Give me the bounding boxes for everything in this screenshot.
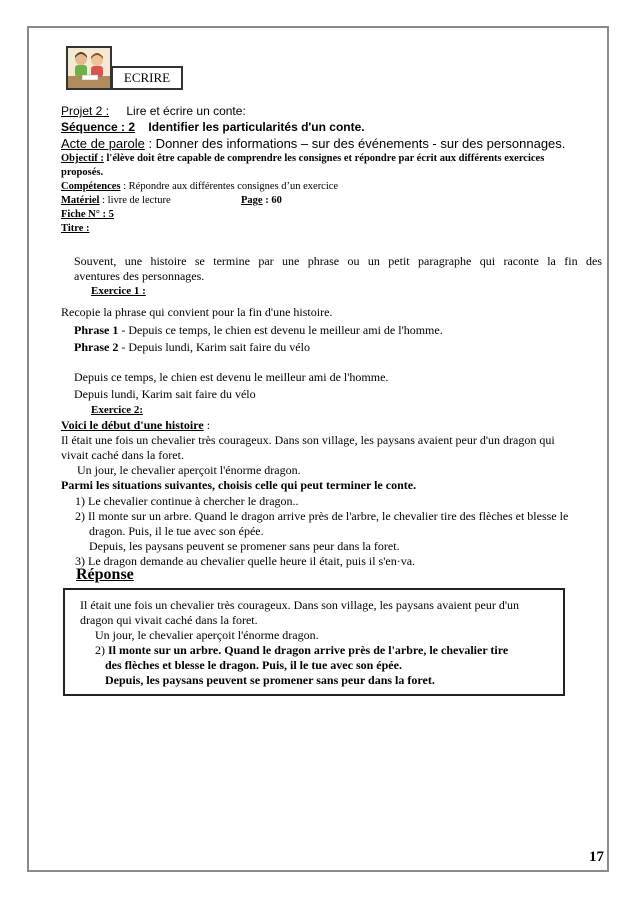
sequence-label: Séquence : 2 [61, 120, 136, 134]
exercice1-heading: Exercice 1 : [91, 285, 146, 297]
objectif-line [61, 153, 544, 164]
option-1: 1) Le chevalier continue à chercher le dragon.. [75, 494, 299, 508]
competences-value: : Répondre aux différentes consignes d’un exercice [120, 181, 339, 192]
reponse-line-5: des flèches et blesse le dragon. Puis, il le tue avec son épée. [105, 658, 402, 672]
acte-line [61, 136, 565, 151]
acte-label: Acte de parole [61, 136, 145, 151]
competences-label: Compétences [61, 181, 121, 192]
phrase2-text: - Depuis lundi, Karim sait faire du vélo [118, 340, 310, 354]
reponse-line-6: Depuis, les paysans peuvent se promener sans peur dans la foret. [105, 673, 435, 687]
story-line-1: Il était une fois un chevalier très courageux. Dans son village, les paysans avaient peur d'un dragon qui [61, 433, 555, 447]
exercice1-answer-2: Depuis lundi, Karim sait faire du vélo [74, 387, 256, 401]
projet-label: Projet 2 : [61, 104, 110, 118]
objectif-value: l'élève doit être capable de comprendre les consignes et répondre par écrit aux différents exercices [103, 153, 545, 164]
acte-value: : Donner des informations – sur des événements - sur des personnages. [144, 136, 566, 151]
projet-value: Lire et écrire un conte: [126, 104, 246, 118]
objectif-continuation: proposés. [61, 167, 104, 178]
competences-line [61, 181, 338, 192]
phrase1-text: - Depuis ce temps, le chien est devenu le meilleur ami de l'homme. [118, 323, 443, 337]
intro-line-1: Souvent, une histoire se termine par une phrase ou un petit paragraphe qui raconte la fin des [74, 254, 602, 268]
exercice2-subheading [61, 418, 210, 433]
materiel-value: : livre de lecture [99, 195, 171, 206]
phrase2-line [74, 340, 310, 355]
page-ref [241, 195, 282, 206]
option-2-line-2: dragon. Puis, il le tue avec son épée. [89, 524, 264, 538]
reponse-line-3: Un jour, le chevalier aperçoit l'énorme dragon. [95, 628, 319, 642]
reponse-line-2: dragon qui vivait caché dans la foret. [80, 613, 258, 627]
sequence-value: Identifier les particularités d'un conte. [148, 120, 365, 134]
option-2-line-1: 2) Il monte sur un arbre. Quand le dragon arrive près de l'arbre, le chevalier tire des flèches et blesse le [75, 509, 569, 523]
intro-line-2: aventures des personnages. [74, 269, 205, 283]
sequence-line [61, 120, 365, 134]
exercice2-subheading-colon: : [203, 418, 211, 432]
children-writing-icon [66, 46, 112, 90]
objectif-label: Objectif : [61, 153, 104, 164]
fiche-number: Fiche N° : 5 [61, 209, 114, 220]
phrase1-line [74, 323, 443, 338]
reponse-line-1: Il était une fois un chevalier très courageux. Dans son village, les paysans avaient peur d'un [80, 598, 520, 612]
page-number: 17 [589, 849, 604, 865]
option-2-line-3: Depuis, les paysans peuvent se promener sans peur dans la foret. [89, 539, 400, 553]
reponse-line-4-number: 2) [95, 643, 105, 657]
story-line-2: vivait caché dans la foret. [61, 448, 184, 462]
titre-label: Titre : [61, 223, 90, 234]
reponse-line-4 [95, 643, 508, 658]
exercice2-heading: Exercice 2: [91, 404, 144, 416]
exercice2-subheading-text: Voici le début d'une histoire [61, 418, 204, 432]
reponse-line-4-text: Il monte sur un arbre. Quand le dragon arrive près de l'arbre, le chevalier tire [105, 643, 509, 657]
phrase2-label: Phrase 2 [74, 340, 119, 354]
materiel-line [61, 195, 171, 206]
phrase1-label: Phrase 1 [74, 323, 119, 337]
page-value: : 60 [262, 195, 282, 206]
reponse-heading: Réponse [76, 566, 134, 583]
projet-line [61, 104, 246, 118]
story-line-3: Un jour, le chevalier aperçoit l'énorme dragon. [77, 463, 301, 477]
materiel-label: Matériel [61, 195, 100, 206]
exercice2-question: Parmi les situations suivantes, choisis celle qui peut terminer le conte. [61, 478, 417, 492]
exercice1-answer-1: Depuis ce temps, le chien est devenu le meilleur ami de l'homme. [74, 370, 389, 384]
option-3: 3) Le dragon demande au chevalier quelle heure il était, puis il s'en·va. [75, 554, 416, 568]
ecrire-badge: ECRIRE [111, 66, 183, 90]
exercice1-instruction: Recopie la phrase qui convient pour la fin d'une histoire. [61, 305, 333, 319]
page-label: Page [241, 195, 263, 206]
